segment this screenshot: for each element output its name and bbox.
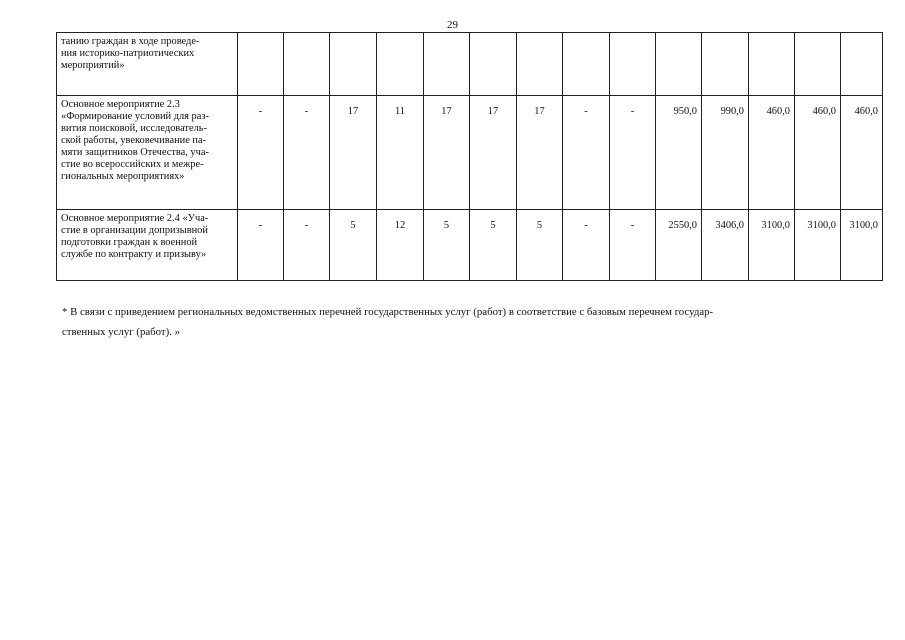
funding-cell: 2550,0 bbox=[656, 210, 702, 281]
footnote: * В связи с приведением региональных ведомственных перечней государственных услуг (работ) в соответствие с базовым перечнем государ- ственных услуг (работ). » bbox=[62, 306, 714, 338]
funding-cell: 460,0 bbox=[841, 96, 883, 210]
table-row bbox=[57, 96, 883, 210]
indicator-cell bbox=[424, 33, 470, 96]
funding-cell bbox=[656, 33, 702, 96]
funding-cell bbox=[749, 33, 795, 96]
funding-cell: 3406,0 bbox=[702, 210, 749, 281]
indicator-cell: 5 bbox=[330, 210, 377, 281]
indicator-cell: - bbox=[610, 96, 656, 210]
funding-cell bbox=[841, 33, 883, 96]
indicator-cell bbox=[330, 33, 377, 96]
funding-cell: 3100,0 bbox=[795, 210, 841, 281]
page-number: 29 bbox=[447, 19, 458, 31]
indicator-cell: 17 bbox=[470, 96, 517, 210]
measure-description: Основное мероприятие 2.4 «Уча- стие в организации допризывной подготовки граждан к военной службе по контракту и призыву» bbox=[57, 210, 238, 281]
measure-description: танию граждан в ходе проведе- ния историко-патриотических мероприятий» bbox=[57, 33, 238, 96]
funding-cell: 460,0 bbox=[795, 96, 841, 210]
funding-cell: 950,0 bbox=[656, 96, 702, 210]
funding-cell: 3100,0 bbox=[841, 210, 883, 281]
indicator-cell: - bbox=[610, 210, 656, 281]
funding-cell: 460,0 bbox=[749, 96, 795, 210]
indicator-cell: - bbox=[284, 210, 330, 281]
indicator-cell bbox=[610, 33, 656, 96]
indicator-cell bbox=[470, 33, 517, 96]
indicator-cell: 5 bbox=[470, 210, 517, 281]
indicator-cell: 17 bbox=[517, 96, 563, 210]
funding-cell: 990,0 bbox=[702, 96, 749, 210]
indicator-cell bbox=[284, 33, 330, 96]
indicator-cell: 17 bbox=[424, 96, 470, 210]
indicator-cell: - bbox=[284, 96, 330, 210]
indicator-cell: 17 bbox=[330, 96, 377, 210]
funding-cell bbox=[795, 33, 841, 96]
indicator-cell: 5 bbox=[424, 210, 470, 281]
program-table bbox=[56, 32, 883, 281]
indicator-cell bbox=[238, 33, 284, 96]
funding-cell bbox=[702, 33, 749, 96]
indicator-cell bbox=[563, 33, 610, 96]
indicator-cell: - bbox=[238, 210, 284, 281]
indicator-cell bbox=[377, 33, 424, 96]
indicator-cell: - bbox=[563, 210, 610, 281]
measure-description: Основное мероприятие 2.3 «Формирование условий для раз- вития поисковой, исследователь- ской работы, увековечивание па- мяти защитников Отечества, уча- стие во всероссийских и межре- гиональных мероприятиях» bbox=[57, 96, 238, 210]
indicator-cell: 5 bbox=[517, 210, 563, 281]
indicator-cell: 11 bbox=[377, 96, 424, 210]
table-row bbox=[57, 210, 883, 281]
table-row bbox=[57, 33, 883, 96]
indicator-cell: 12 bbox=[377, 210, 424, 281]
indicator-cell bbox=[517, 33, 563, 96]
indicator-cell: - bbox=[238, 96, 284, 210]
funding-cell: 3100,0 bbox=[749, 210, 795, 281]
indicator-cell: - bbox=[563, 96, 610, 210]
